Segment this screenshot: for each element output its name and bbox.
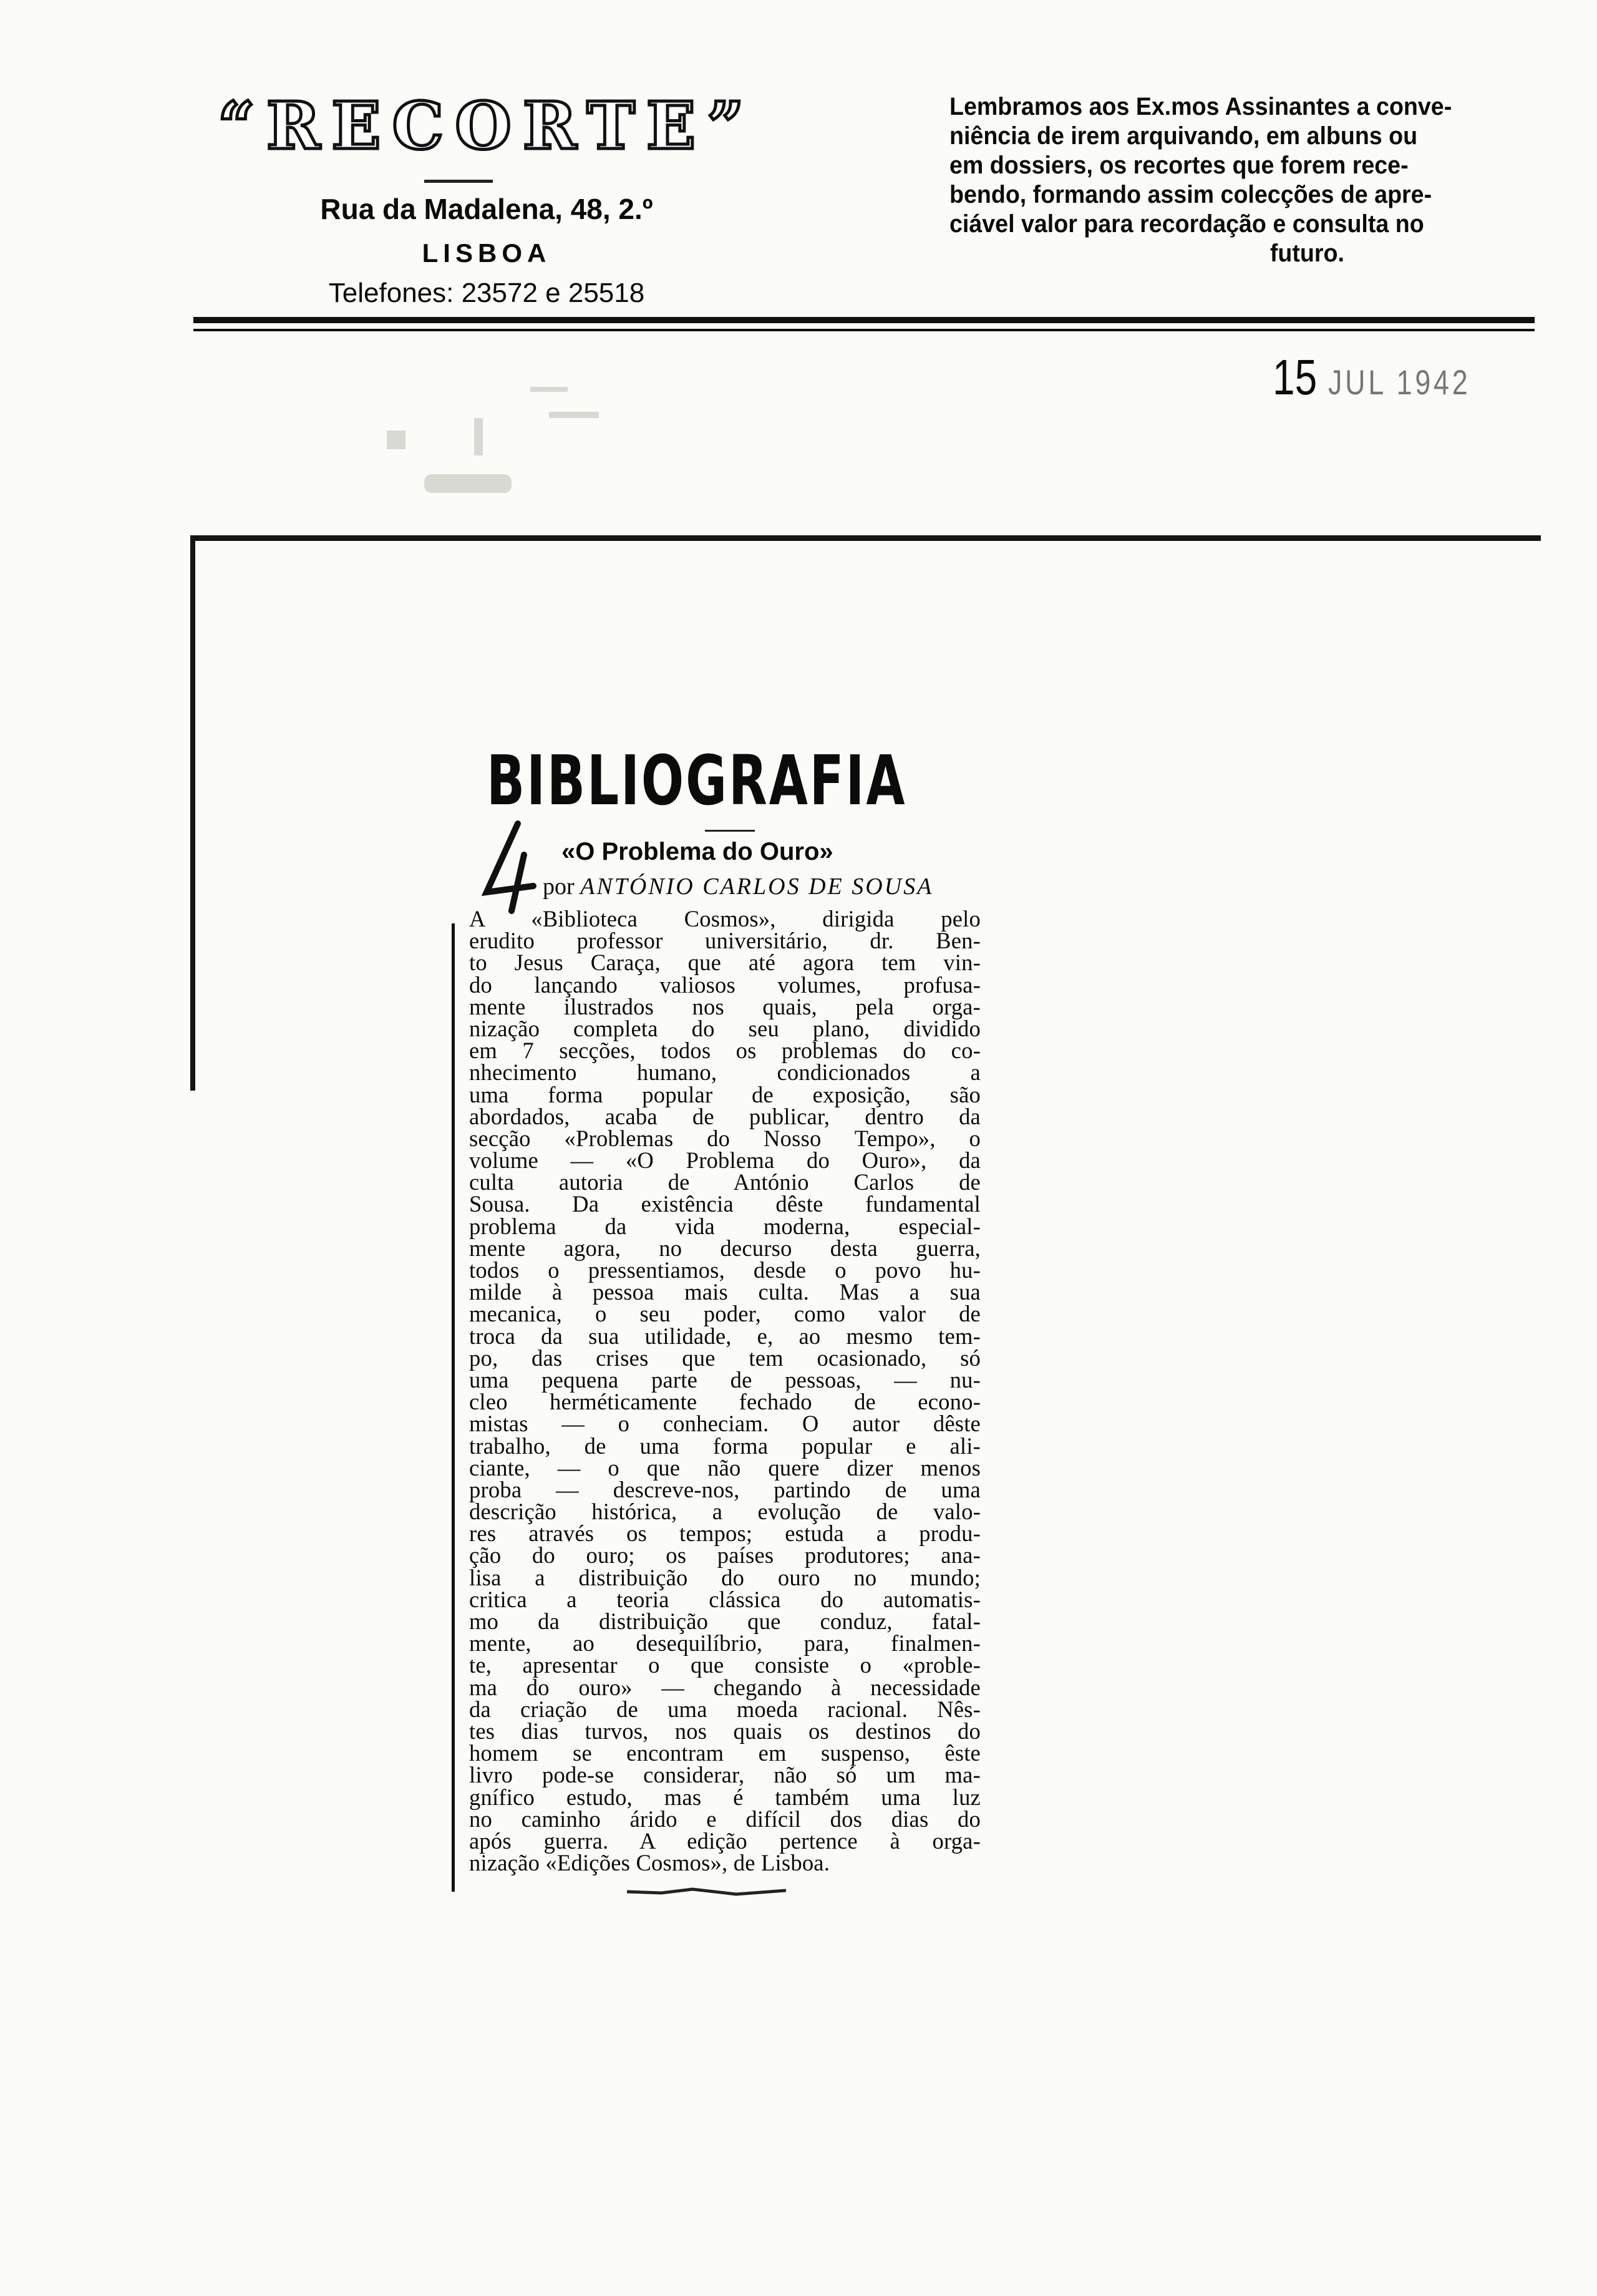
notice-line: bendo, formando assim colecções de apre- xyxy=(949,181,1432,208)
date-stamp xyxy=(1273,349,1471,405)
article-line: abordados, acaba de publicar, dentro da xyxy=(469,1103,981,1129)
article-line: mistas — o conheciam. O autor dêste xyxy=(469,1411,981,1437)
article-line: todos o pressentiamos, desde o povo hu- xyxy=(469,1257,981,1283)
publisher-address: Rua da Madalena, 48, 2.º xyxy=(320,193,653,225)
article-line: secção «Problemas do Nosso Tempo», o xyxy=(469,1125,981,1151)
date-stamp-month-year: JUL 1942 xyxy=(1328,362,1471,402)
article-line: nhecimento humano, condicionados a xyxy=(469,1059,981,1086)
article-line: no caminho árido e difícil dos dias do xyxy=(469,1806,981,1832)
article-line: mente, ao desequilíbrio, para, finalmen- xyxy=(469,1630,981,1656)
article-line: nização «Edições Cosmos», de Lisboa. xyxy=(469,1850,830,1876)
article-body xyxy=(469,908,981,1874)
article-line: problema da vida moderna, especial- xyxy=(469,1213,981,1239)
article-line: descrição histórica, a evolução de valo- xyxy=(469,1499,981,1525)
article-line: res através os tempos; estuda a produ- xyxy=(469,1520,981,1547)
article-line: po, das crises que tem ocasionado, só xyxy=(469,1345,981,1371)
article-line: uma pequena parte de pessoas, — nu- xyxy=(469,1366,981,1393)
article-line: ciante, — o que não quere dizer menos xyxy=(469,1454,981,1481)
article-line: uma forma popular de exposição, são xyxy=(469,1081,981,1107)
article-line: nização completa do seu plano, dividido xyxy=(469,1015,981,1041)
article-line: gnífico estudo, mas é também uma luz xyxy=(469,1784,981,1810)
date-stamp-day: 15 xyxy=(1273,349,1318,405)
article-line: tes dias turvos, nos quais os destinos do xyxy=(469,1718,981,1744)
notice-line: em dossiers, os recortes que forem rece- xyxy=(949,152,1409,179)
article-line: critica a teoria clássica do automatis- xyxy=(469,1586,981,1612)
article-line: trabalho, de uma forma popular e ali- xyxy=(469,1433,981,1459)
handwritten-annotation-mark xyxy=(474,817,549,917)
article-title: BIBLIOGRAFIA xyxy=(487,741,907,820)
article-line: cleo herméticamente fechado de econo- xyxy=(469,1389,981,1415)
article-line: A «Biblioteca Cosmos», dirigida pelo xyxy=(469,906,981,932)
byline-author: ANTÓNIO CARLOS DE SOUSA xyxy=(580,873,934,900)
byline-prefix: por xyxy=(543,873,575,900)
article-line: erudito professor universitário, dr. Ben- xyxy=(469,928,981,954)
article-line: livro pode-se considerar, não só um ma- xyxy=(469,1762,981,1788)
article-line: ção do ouro; os países produtores; ana- xyxy=(469,1542,981,1569)
article-line: da criação de uma moeda racional. Nês- xyxy=(469,1696,981,1722)
subscriber-notice xyxy=(949,92,1495,268)
article-line: Sousa. Da existência dêste fundamental xyxy=(469,1191,981,1217)
header-divider-thin xyxy=(193,329,1535,331)
article-line: milde à pessoa mais culta. Mas a sua xyxy=(469,1279,981,1305)
article-line: homem se encontram em suspenso, êste xyxy=(469,1740,981,1766)
article-column-rule xyxy=(452,923,455,1892)
article-line: volume — «O Problema do Ouro», da xyxy=(469,1147,981,1174)
article-line: mecanica, o seu poder, como valor de xyxy=(469,1301,981,1327)
article-line: troca da sua utilidade, e, ao mesmo tem- xyxy=(469,1323,981,1349)
article-line: culta autoria de António Carlos de xyxy=(469,1169,981,1195)
publisher-phones: Telefones: 23572 e 25518 xyxy=(328,278,645,308)
clipping-frame-top xyxy=(190,535,1541,541)
clipping-frame-left xyxy=(190,535,195,1091)
article-line: ma do ouro» — chegando à necessidade xyxy=(469,1674,981,1700)
article-subtitle: «O Problema do Ouro» xyxy=(561,838,833,865)
notice-line: futuro. xyxy=(1269,240,1344,267)
article-line: proba — descreve-nos, partindo de uma xyxy=(469,1476,981,1502)
notice-line: ciável valor para recordação e consulta no xyxy=(949,210,1424,238)
article-line: te, apresentar o que consiste o «proble- xyxy=(469,1652,981,1678)
end-ornament xyxy=(624,1885,811,1898)
article-line: lisa a distribuição do ouro no mundo; xyxy=(469,1564,981,1590)
article-line: após guerra. A edição pertence à orga- xyxy=(469,1827,981,1854)
header-divider-thick xyxy=(193,317,1535,323)
article-line: mente ilustrados nos quais, pela orga- xyxy=(469,993,981,1019)
article-line: mente agora, no decurso desta guerra, xyxy=(469,1235,981,1261)
article-line: mo da distribuição que conduz, fatal- xyxy=(469,1608,981,1634)
title-rule xyxy=(705,830,755,832)
article-line: em 7 secções, todos os problemas do co- xyxy=(469,1038,981,1064)
article-byline xyxy=(543,875,933,898)
masthead-rule xyxy=(424,180,493,183)
publisher-city: LISBOA xyxy=(422,238,551,268)
notice-line: Lembramos aos Ex.mos Assinantes a conve- xyxy=(949,93,1452,120)
bleed-through-marks xyxy=(349,374,611,518)
masthead-title: “RECORTE” xyxy=(218,87,755,164)
article-line: to Jesus Caraça, que até agora tem vin- xyxy=(469,950,981,976)
article-line: do lançando valiosos volumes, profusa- xyxy=(469,971,981,998)
notice-line: niência de irem arquivando, em albuns ou xyxy=(949,122,1418,150)
